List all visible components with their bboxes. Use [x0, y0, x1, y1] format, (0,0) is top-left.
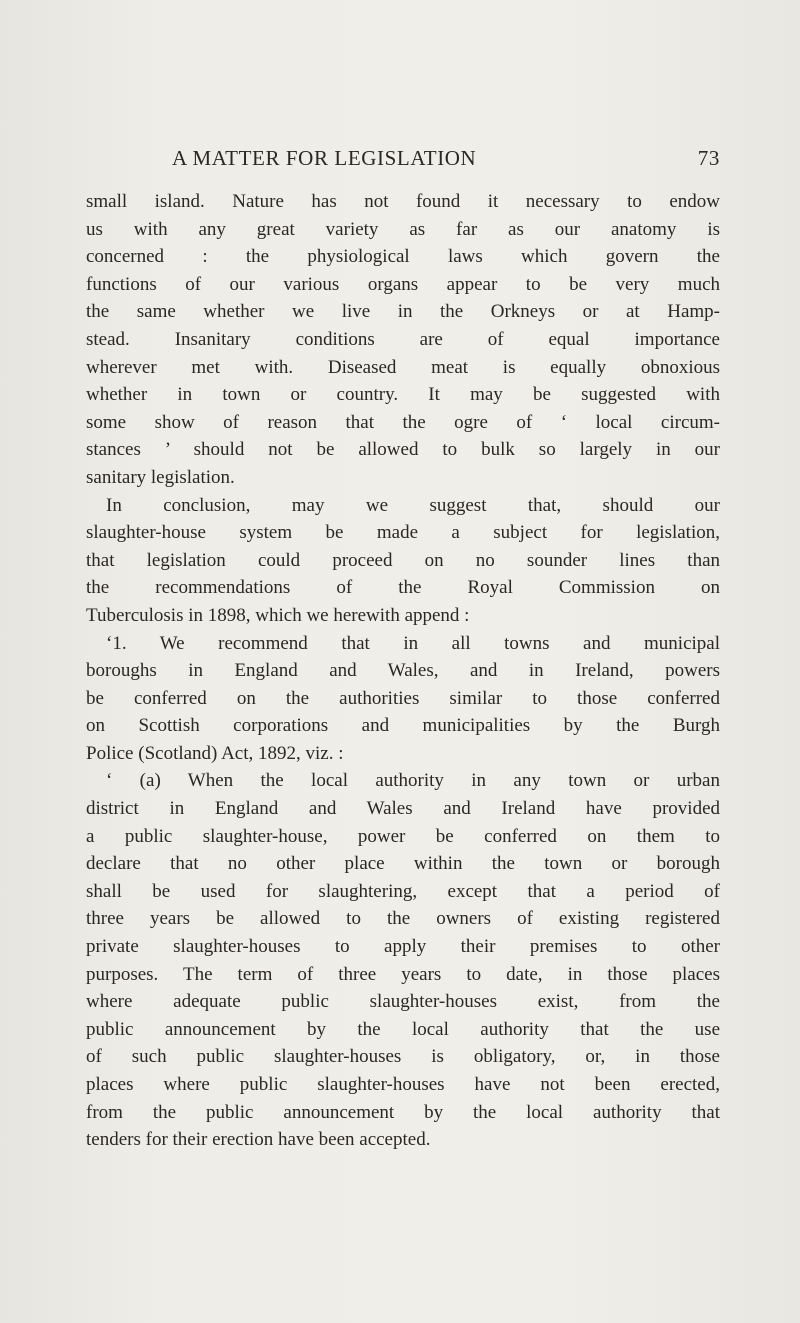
- text-line: small island. Nature has not found it necessary to endow: [86, 191, 720, 212]
- text-line: the same whether we live in the Orkneys or at Hamp-: [86, 301, 720, 323]
- text-line: declare that no other place within the town or borough: [86, 853, 720, 875]
- text-line: ‘ (a) When the local authority in any town or urban: [106, 770, 720, 792]
- text-line: on Scottish corporations and municipalities by the Burgh: [86, 715, 720, 737]
- text-line: whether in town or country. It may be suggested with: [86, 384, 720, 406]
- text-line: three years be allowed to the owners of existing registered: [86, 908, 720, 930]
- text-line: us with any great variety as far as our anatomy is: [86, 218, 720, 240]
- text-line: functions of our various organs appear to be very much: [86, 273, 720, 295]
- text-line: Tuberculosis in 1898, which we herewith append :: [86, 604, 470, 626]
- text-line: purposes. The term of three years to date, in those places: [86, 963, 720, 985]
- text-line: ‘1. We recommend that in all towns and municipal: [106, 632, 720, 654]
- text-line: district in England and Wales and Ireland have provided: [86, 798, 720, 820]
- running-header: [172, 146, 720, 176]
- text-line: boroughs in England and Wales, and in Ireland, powers: [86, 660, 720, 682]
- text-line: concerned : the physiological laws which govern the: [86, 246, 720, 268]
- text-line: stead. Insanitary conditions are of equal importance: [86, 328, 720, 350]
- text-line: be conferred on the authorities similar to those conferred: [86, 687, 720, 709]
- text-line: In conclusion, may we suggest that, should our: [106, 494, 720, 516]
- text-line: slaughter-house system be made a subject for legislation,: [86, 522, 720, 544]
- text-line: shall be used for slaughtering, except that a period of: [86, 880, 720, 902]
- text-line: that legislation could proceed on no sounder lines than: [86, 549, 720, 571]
- text-line: the recommendations of the Royal Commission on: [86, 577, 720, 599]
- text-line: some show of reason that the ogre of ‘ local circum-: [86, 411, 720, 433]
- text-line: places where public slaughter-houses have not been erected,: [86, 1074, 720, 1095]
- text-line: public announcement by the local authority that the use: [86, 1018, 720, 1040]
- text-line: tenders for their erection have been accepted.: [86, 1129, 431, 1151]
- text-line: wherever met with. Diseased meat is equally obnoxious: [86, 356, 720, 378]
- text-line: sanitary legislation.: [86, 466, 235, 488]
- text-line: stances ’ should not be allowed to bulk so largely in our: [86, 439, 720, 461]
- text-line: from the public announcement by the local authority that: [86, 1101, 720, 1123]
- text-line: Police (Scotland) Act, 1892, viz. :: [86, 742, 344, 764]
- body-text: [86, 188, 720, 1154]
- text-line: private slaughter-houses to apply their premises to other: [86, 936, 720, 958]
- text-line: where adequate public slaughter-houses exist, from the: [86, 991, 720, 1013]
- text-line: a public slaughter-house, power be conferred on them to: [86, 825, 720, 847]
- running-title: A MATTER FOR LEGISLATION: [172, 146, 477, 170]
- text-line: of such public slaughter-houses is obligatory, or, in those: [86, 1046, 720, 1068]
- page-number: 73: [697, 146, 720, 170]
